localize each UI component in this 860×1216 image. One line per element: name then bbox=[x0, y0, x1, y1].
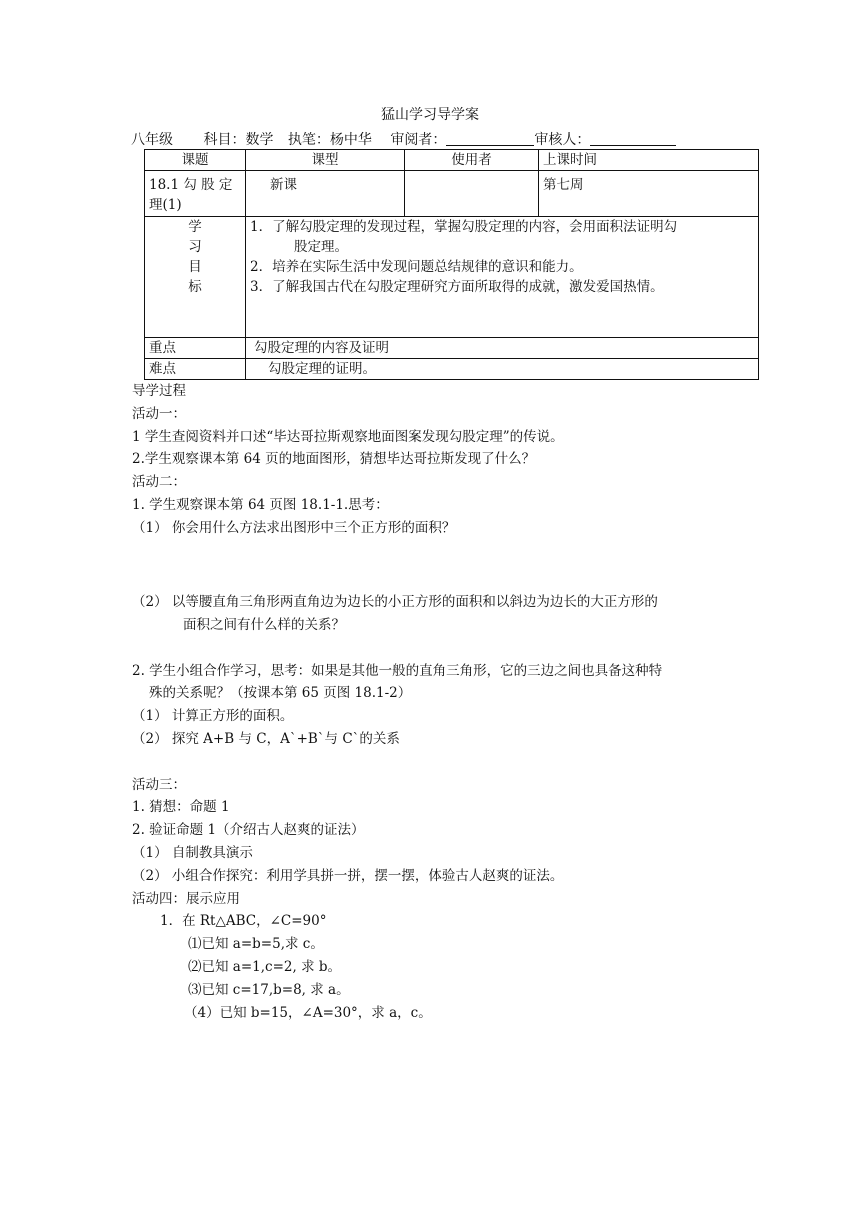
exercise-item: ⑵已知 a=1,c=2, 求 b。 bbox=[188, 958, 342, 975]
activity-2-subitem: （1） 计算正方形的面积。 bbox=[132, 708, 294, 725]
difficult-row bbox=[145, 359, 759, 380]
key-value: 勾股定理的内容及证明 bbox=[246, 338, 759, 359]
header-meta bbox=[131, 129, 676, 149]
header-user: 使用者 bbox=[405, 150, 539, 171]
table-row bbox=[145, 171, 759, 217]
difficult-label: 难点 bbox=[145, 359, 246, 380]
goal-item: 1．了解勾股定理的发现过程，掌握勾股定理的内容，会用面积法证明勾 bbox=[250, 219, 678, 235]
activity-4-item: 1．在 Rt△ABC，∠C=90° bbox=[160, 913, 327, 930]
lesson-info-table bbox=[144, 149, 759, 380]
goals-label bbox=[145, 217, 246, 338]
goal-item: 2．培养在实际生活中发现问题总结规律的意识和能力。 bbox=[250, 259, 583, 275]
key-row bbox=[145, 338, 759, 359]
activity-2-subitem: （2） 探究 A+B 与 C，A`+B`与 C`的关系 bbox=[132, 730, 400, 747]
approver-blank bbox=[590, 131, 676, 146]
goals-content bbox=[246, 217, 759, 338]
exercise-item: （4）已知 b=15，∠A=30°，求 a，c。 bbox=[184, 1004, 432, 1021]
goal-item: 3．了解我国古代在勾股定理研究方面所取得的成就，激发爱国热情。 bbox=[250, 279, 664, 295]
reviewer-blank bbox=[446, 131, 534, 146]
grade-label: 八年级 bbox=[131, 132, 173, 148]
activity-4-title: 活动四：展示应用 bbox=[132, 890, 240, 907]
activity-3-subitem: （1） 自制教具演示 bbox=[132, 844, 253, 861]
subject-label: 科目：数学 bbox=[203, 132, 274, 148]
key-label: 重点 bbox=[145, 338, 246, 359]
activity-3-item: 1. 猜想：命题 1 bbox=[132, 799, 230, 816]
goals-row bbox=[145, 217, 759, 338]
goals-label-char: 目 bbox=[188, 259, 202, 275]
activity-1-item: 1 学生查阅资料并口述“毕达哥拉斯观察地面图案发现勾股定理”的传说。 bbox=[132, 428, 564, 445]
activity-3-item: 2. 验证命题 1（介绍古人赵爽的证法） bbox=[132, 822, 365, 839]
cell-time: 第七周 bbox=[539, 171, 759, 217]
activity-2-subitem: （2） 以等腰直角三角形两直角边为边长的小正方形的面积和以斜边为边长的大正方形的 bbox=[132, 594, 658, 611]
approver-label: 审核人： bbox=[534, 132, 591, 148]
activity-1-title: 活动一： bbox=[132, 405, 186, 422]
table-header-row bbox=[145, 150, 759, 171]
author-label: 执笔：杨中华 bbox=[287, 132, 372, 148]
activity-2-item-continued: 殊的关系呢？（按课本第 65 页图 18.1-2） bbox=[149, 685, 412, 702]
process-heading: 导学过程 bbox=[132, 383, 186, 399]
header-type: 课型 bbox=[246, 150, 405, 171]
guided-process bbox=[132, 380, 772, 1024]
activity-1-item: 2.学生观察课本第 64 页的地面图形，猜想毕达哥拉斯发现了什么？ bbox=[132, 451, 536, 468]
cell-user bbox=[405, 171, 539, 217]
reviewer-label: 审阅者： bbox=[390, 132, 447, 148]
activity-2-subitem: （1） 你会用什么方法求出图形中三个正方形的面积？ bbox=[132, 519, 456, 536]
goals-label-char: 标 bbox=[188, 279, 202, 295]
cell-topic: 18.1 勾 股 定 理(1) bbox=[145, 171, 246, 217]
header-time: 上课时间 bbox=[539, 150, 759, 171]
goals-label-char: 习 bbox=[188, 239, 202, 255]
goals-label-char: 学 bbox=[188, 219, 202, 235]
header-topic: 课题 bbox=[145, 150, 246, 171]
activity-3-subitem: （2） 小组合作探究：利用学具拼一拼，摆一摆，体验古人赵爽的证法。 bbox=[132, 867, 564, 884]
document-title: 猛山学习导学案 bbox=[381, 107, 479, 123]
exercise-item: ⑶已知 c=17,b=8, 求 a。 bbox=[188, 981, 350, 998]
activity-2-item: 1. 学生观察课本第 64 页图 18.1-1.思考： bbox=[132, 496, 389, 513]
goal-item-continued: 股定理。 bbox=[294, 239, 348, 255]
activity-2-subitem-continued: 面积之间有什么样的关系？ bbox=[183, 616, 345, 633]
activity-2-title: 活动二： bbox=[132, 474, 186, 491]
activity-2-item: 2. 学生小组合作学习，思考：如果是其他一般的直角三角形，它的三边之间也具备这种特 bbox=[132, 662, 663, 679]
cell-type: 新课 bbox=[246, 171, 405, 217]
activity-3-title: 活动三： bbox=[132, 776, 186, 793]
exercise-item: ⑴已知 a=b=5,求 c。 bbox=[188, 936, 324, 953]
difficult-value: 勾股定理的证明。 bbox=[246, 359, 759, 380]
